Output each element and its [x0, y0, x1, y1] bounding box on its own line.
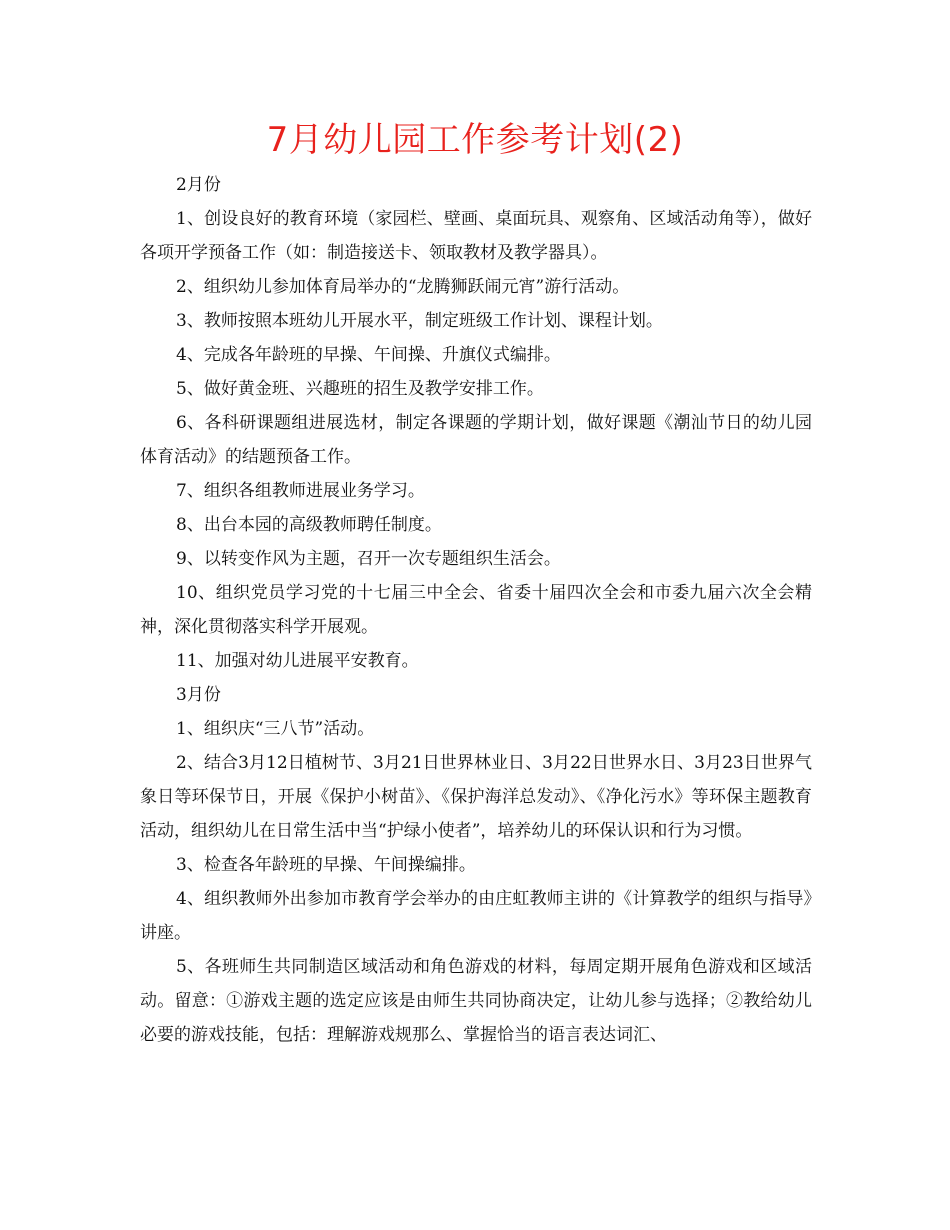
paragraph: 2月份 — [176, 175, 221, 195]
document-body — [140, 168, 812, 1052]
paragraph: 3、检查各年龄班的早操、午间操编排。 — [176, 855, 476, 875]
paragraph: 4、组织教师外出参加市教育学会举办的由庄虹教师主讲的《计算教学的组织与指导》讲座。 — [140, 889, 812, 943]
paragraph: 11、加强对幼儿进展平安教育。 — [176, 651, 419, 671]
paragraph: 10、组织党员学习党的十七届三中全会、省委十届四次全会和市委九届六次全会精神，深化贯彻落实科学开展观。 — [140, 583, 812, 637]
paragraph: 2、组织幼儿参加体育局举办的“龙腾狮跃闹元宵”游行活动。 — [176, 277, 630, 297]
paragraph: 3月份 — [176, 685, 221, 705]
paragraph: 5、各班师生共同制造区域活动和角色游戏的材料，每周定期开展角色游戏和区域活动。留意：①游戏主题的选定应该是由师生共同协商决定，让幼儿参与选择；②教给幼儿必要的游戏技能，包括：理解游戏规那么、掌握恰当的语言表达词汇、 — [140, 957, 812, 1045]
paragraph: 2、结合3月12日植树节、3月21日世界林业日、3月22日世界水日、3月23日世界气象日等环保节日，开展《保护小树苗》、《保护海洋总发动》、《净化污水》等环保主题教育活动，组织幼儿在日常生活中当“护绿小使者”，培养幼儿的环保认识和行为习惯。 — [140, 753, 812, 841]
paragraph: 1、创设良好的教育环境（家园栏、壁画、桌面玩具、观察角、区域活动角等），做好各项开学预备工作（如：制造接送卡、领取教材及教学器具）。 — [140, 209, 812, 263]
paragraph: 4、完成各年龄班的早操、午间操、升旗仪式编排。 — [176, 345, 561, 365]
paragraph: 6、各科研课题组进展选材，制定各课题的学期计划，做好课题《潮汕节日的幼儿园体育活动》的结题预备工作。 — [140, 413, 812, 467]
paragraph: 8、出台本园的高级教师聘任制度。 — [176, 515, 442, 535]
document-title: 7月幼儿园工作参考计划(2) — [266, 120, 684, 160]
paragraph: 3、教师按照本班幼儿开展水平，制定班级工作计划、课程计划。 — [176, 311, 663, 331]
paragraph: 9、以转变作风为主题，召开一次专题组织生活会。 — [176, 549, 561, 569]
paragraph: 7、组织各组教师进展业务学习。 — [176, 481, 425, 501]
paragraph: 1、组织庆“三八节”活动。 — [176, 719, 375, 739]
paragraph: 5、做好黄金班、兴趣班的招生及教学安排工作。 — [176, 379, 544, 399]
